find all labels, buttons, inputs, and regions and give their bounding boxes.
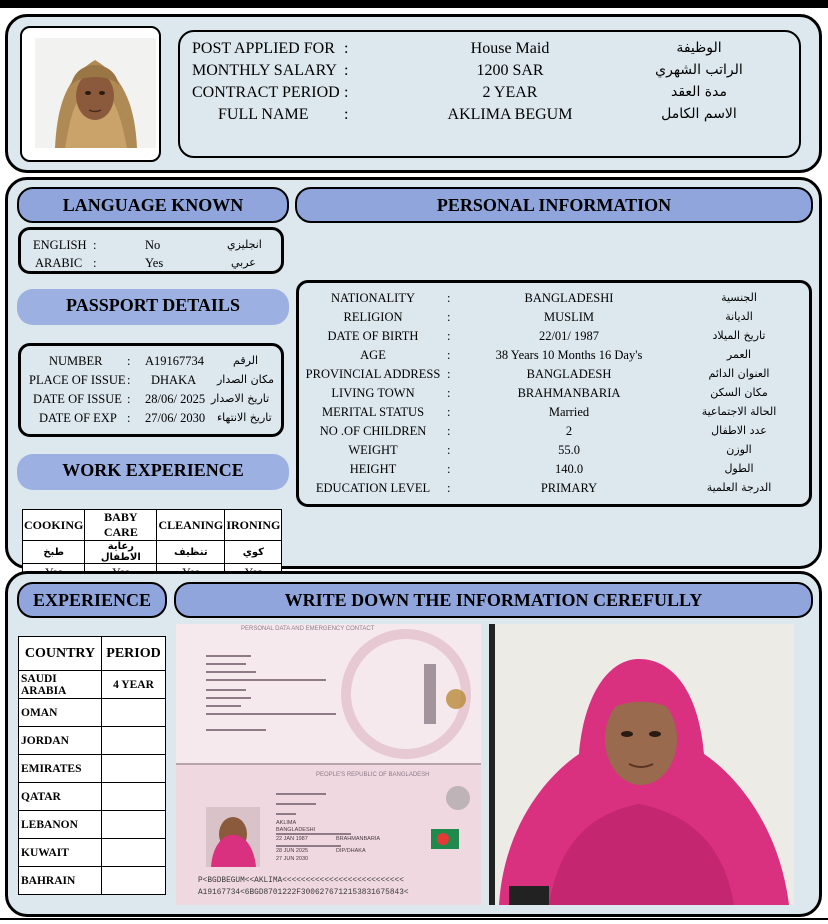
passport-row <box>21 373 281 391</box>
row-label: MERITAL STATUS <box>321 405 425 419</box>
colon: : <box>127 354 131 368</box>
passport-title: PASSPORT DETAILS <box>17 289 289 325</box>
scan-mrz-line-1: P<BGDBEGUM<<AKLIMA<<<<<<<<<<<<<<<<<<<<<<<<<< <box>198 877 404 885</box>
row-value: 140.0 <box>554 462 584 476</box>
colon: : <box>344 106 349 123</box>
period-cell <box>102 839 166 867</box>
work-header: CLEANING <box>157 510 225 541</box>
scan-heading: PERSONAL DATA AND EMERGENCY CONTACT <box>241 626 375 632</box>
personal-row <box>299 481 809 499</box>
colon: : <box>127 392 131 406</box>
scan-office: DIP/DHAKA <box>336 848 366 854</box>
scan-republic: PEOPLE'S REPUBLIC OF BANGLADESH <box>316 772 430 778</box>
personal-title: PERSONAL INFORMATION <box>295 187 813 223</box>
row-value: 1200 SAR <box>476 62 544 79</box>
colon: : <box>93 238 97 252</box>
row-arabic: مكان الصدار <box>217 373 274 386</box>
row-value: MUSLIM <box>543 310 594 324</box>
header-section <box>5 14 822 173</box>
country-cell: BAHRAIN <box>19 867 102 895</box>
row-label: NO .OF CHILDREN <box>319 424 427 438</box>
scan-name: AKLIMA <box>276 820 297 826</box>
period-cell <box>102 811 166 839</box>
colon: : <box>447 462 451 476</box>
passport-scan-image <box>176 624 481 905</box>
row-label: NUMBER <box>49 354 103 368</box>
row-arabic: عربي <box>231 256 256 269</box>
personal-row <box>299 367 809 385</box>
row-value: Married <box>548 405 590 419</box>
row-arabic: العنوان الدائم <box>708 367 770 380</box>
row-arabic: عدد الاطفال <box>711 424 767 437</box>
colon: : <box>127 411 131 425</box>
colon: : <box>93 256 97 270</box>
experience-row <box>19 755 166 783</box>
row-arabic: انجليزي <box>227 238 262 251</box>
profile-photo <box>35 38 156 148</box>
row-label: NATIONALITY <box>330 291 415 305</box>
row-arabic: الراتب الشهري <box>655 62 743 78</box>
row-value: 55.0 <box>558 443 580 457</box>
personal-row <box>299 329 809 347</box>
row-value: 2 YEAR <box>482 84 538 101</box>
row-arabic: العمر <box>726 348 752 361</box>
country-experience-table <box>18 636 166 895</box>
row-label: LIVING TOWN <box>331 386 415 400</box>
row-label: CONTRACT PERIOD <box>192 84 340 101</box>
colon: : <box>447 443 451 457</box>
period-cell <box>102 755 166 783</box>
row-label: AGE <box>360 348 386 362</box>
row-arabic: تاريخ الانتهاء <box>217 411 272 424</box>
language-row <box>21 238 281 256</box>
row-label: WEIGHT <box>348 443 398 457</box>
scan-issue: 28 JUN 2025 <box>276 848 309 854</box>
colon: : <box>447 481 451 495</box>
country-cell: QATAR <box>19 783 102 811</box>
personal-row <box>299 348 809 366</box>
scan-mrz-line-2: A19167734<6BGD8701222F3006276712153831675843< <box>198 889 409 897</box>
personal-row <box>299 291 809 309</box>
period-cell: 4 YEAR <box>102 671 166 699</box>
row-label: POST APPLIED FOR <box>192 40 335 57</box>
row-value: 28/06/ 2025 <box>145 392 206 406</box>
row-label: DATE OF ISSUE <box>33 392 122 406</box>
top-border <box>0 0 828 8</box>
personal-row <box>299 405 809 423</box>
name-row <box>180 106 799 128</box>
colon: : <box>344 84 349 101</box>
experience-row <box>19 727 166 755</box>
row-value: No <box>145 238 161 252</box>
row-label: PLACE OF ISSUE <box>29 373 126 387</box>
row-arabic: الوزن <box>726 443 752 456</box>
experience-title: EXPERIENCE <box>17 582 167 618</box>
scan-expiry: 27 JUN 2030 <box>276 856 309 862</box>
passport-scan-graphic <box>176 624 481 905</box>
passport-row <box>21 354 281 372</box>
period-cell <box>102 867 166 895</box>
row-arabic: تاريخ الاصدار <box>211 392 270 405</box>
colon: : <box>447 424 451 438</box>
row-value: BANGLADESH <box>526 367 612 381</box>
period-cell <box>102 783 166 811</box>
work-header-arabic: رعاية الاطفال <box>85 541 157 564</box>
row-value: PRIMARY <box>540 481 598 495</box>
row-value: A19167734 <box>145 354 205 368</box>
experience-row <box>19 839 166 867</box>
row-value: House Maid <box>470 40 550 57</box>
work-header: IRONING <box>225 510 282 541</box>
row-label: FULL NAME <box>218 106 309 123</box>
row-label: ENGLISH <box>33 238 87 252</box>
experience-row <box>19 811 166 839</box>
job-summary-box <box>178 30 801 158</box>
post-row <box>180 40 799 62</box>
row-value: 2 <box>565 424 573 438</box>
row-value: AKLIMA BEGUM <box>447 106 573 123</box>
row-arabic: تاريخ الميلاد <box>712 329 766 342</box>
colon: : <box>447 291 451 305</box>
period-cell <box>102 699 166 727</box>
language-title: LANGUAGE KNOWN <box>17 187 289 223</box>
notice-title: WRITE DOWN THE INFORMATION CEREFULLY <box>174 582 813 618</box>
salary-row <box>180 62 799 84</box>
country-cell: SAUDI ARABIA <box>19 671 102 699</box>
row-arabic: الدرجة العلمية <box>706 481 772 494</box>
row-value: 22/01/ 1987 <box>538 329 600 343</box>
scan-place: BRAHMANBARIA <box>336 836 381 842</box>
personal-row <box>299 424 809 442</box>
row-label: HEIGHT <box>349 462 397 476</box>
experience-row <box>19 783 166 811</box>
experience-section <box>5 571 822 917</box>
row-arabic: مدة العقد <box>671 84 727 100</box>
personal-info-box <box>296 280 812 507</box>
country-cell: JORDAN <box>19 727 102 755</box>
profile-photo-frame <box>20 26 161 162</box>
col-country-header: COUNTRY <box>19 637 102 671</box>
row-arabic: مكان السكن <box>710 386 768 399</box>
personal-row <box>299 443 809 461</box>
row-value: 27/06/ 2030 <box>145 411 206 425</box>
row-value: Yes <box>145 256 164 270</box>
row-value: DHAKA <box>151 373 197 387</box>
colon: : <box>447 329 451 343</box>
row-label: ARABIC <box>35 256 83 270</box>
personal-row <box>299 462 809 480</box>
work-header: COOKING <box>23 510 85 541</box>
row-value: 38 Years 10 Months 16 Day's <box>495 348 643 362</box>
row-label: DATE OF EXP <box>39 411 117 425</box>
row-label: EDUCATION LEVEL <box>315 481 431 495</box>
row-arabic: الوظيفة <box>676 40 722 56</box>
country-cell: EMIRATES <box>19 755 102 783</box>
row-label: PROVINCIAL ADDRESS <box>305 367 441 381</box>
row-value: BRAHMANBARIA <box>517 386 621 400</box>
row-arabic: الحالة الاجتماعية <box>701 405 777 418</box>
colon: : <box>447 310 451 324</box>
work-header-arabic: كوي <box>225 541 282 564</box>
language-box <box>18 227 284 274</box>
colon: : <box>344 62 349 79</box>
country-cell: LEBANON <box>19 811 102 839</box>
passport-row <box>21 411 281 429</box>
colon: : <box>447 405 451 419</box>
work-header-arabic: طبخ <box>23 541 85 564</box>
colon: : <box>344 40 349 57</box>
experience-row <box>19 867 166 895</box>
work-header-arabic: تنظيف <box>157 541 225 564</box>
colon: : <box>127 373 131 387</box>
country-cell: OMAN <box>19 699 102 727</box>
colon: : <box>447 348 451 362</box>
colon: : <box>447 367 451 381</box>
experience-row <box>19 671 166 699</box>
row-arabic: الاسم الكامل <box>661 106 737 122</box>
row-value: BANGLADESHI <box>524 291 614 305</box>
experience-row <box>19 699 166 727</box>
row-arabic: الرقم <box>233 354 259 367</box>
row-arabic: الجنسية <box>721 291 757 304</box>
period-cell <box>102 727 166 755</box>
details-section <box>5 177 822 569</box>
country-cell: KUWAIT <box>19 839 102 867</box>
bottom-border <box>0 918 828 924</box>
row-label: RELIGION <box>343 310 403 324</box>
col-period-header: PERIOD <box>102 637 166 671</box>
language-row <box>21 256 281 274</box>
personal-row <box>299 386 809 404</box>
personal-row <box>299 310 809 328</box>
contract-row <box>180 84 799 106</box>
work-header: BABY CARE <box>85 510 157 541</box>
scan-country: BANGLADESHI <box>276 827 316 833</box>
work-title: WORK EXPERIENCE <box>17 454 289 490</box>
row-label: DATE OF BIRTH <box>327 329 419 343</box>
colon: : <box>447 386 451 400</box>
passport-row <box>21 392 281 410</box>
passport-box <box>18 343 284 437</box>
row-arabic: الطول <box>724 462 754 475</box>
candidate-full-photo <box>489 624 794 905</box>
row-label: MONTHLY SALARY <box>192 62 337 79</box>
scan-dob: 22 JAN 1987 <box>276 836 308 842</box>
row-arabic: الديانة <box>725 310 753 323</box>
